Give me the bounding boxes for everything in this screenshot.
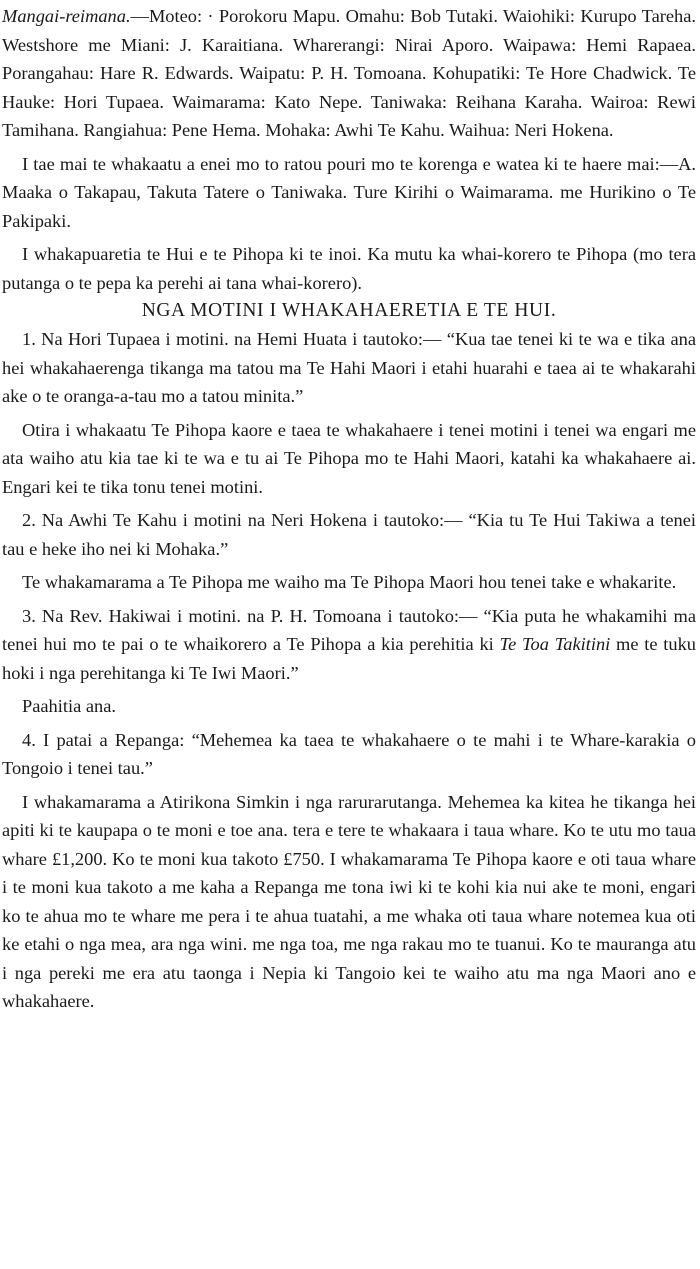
place-lead: Mangai-reimana.: [2, 6, 131, 26]
motion-3: [2, 602, 696, 688]
apologies-paragraph: I tae mai te whakaatu a enei mo to ratou pouri mo te korenga e watea ki te haere mai:—A. Maaka o Takapau, Takuta Tatere o Taniwaka. Ture Kirihi o Waimarama. me Hurikino o Te Pakipaki.: [2, 153, 696, 231]
motion-2: 2. Na Awhi Te Kahu i motini na Neri Hokena i tautoko:— “Kia tu Te Hui Takiwa a tenei tau e heke iho nei ki Mohaka.”: [2, 510, 696, 559]
attendance-paragraph: [2, 2, 696, 145]
motion-4-reply: I whakamarama a Atirikona Simkin i nga rarurarutanga. Mehemea ka kitea he tikanga hei apiti ki te kaupapa o te moni e toe ana. tera e tere te whakaara i taua whare. Ko te utu mo taua whare £1,200. Ko te moni kua takoto £750. I whakamarama Te Pihopa kaore e oti taua whare i te moni kua takoto a me kaha a Repanga me tona iwi ki te kohi kia nui ake te moni, engari ko te ahua mo te whare me pera i te ahua tuatahi, a me whaka oti taua whare notemea kua oti ke etahi o nga mea, ara nga wini. me nga toa, me nga rakau mo te tuanui. Ko te mauranga atu i nga pereki me era atu taonga i Nepia ki Tangoio kei te waiho atu ma nga Maori ano e whakahaere.: [2, 791, 696, 1011]
attendance-text: —Moteo: · Porokoru Mapu. Omahu: Bob Tutaki. Waiohiki: Kurupo Tareha. Westshore me Miani: J. Karaitiana. Wharerangi: Nirai Aporo. Waipawa: Hemi Rapaea. Porangahau: Hare R. Edwards. Waipatu: P. H. Tomoana. Kohupatiki: Te Hore Chadwick. Te Hauke: Hori Tupaea. Waimarama: Kato Nepe. Taniwaka: Reihana Karaha. Wairoa: Rewi Tamihana. Rangiahua: Pene Hema. Mohaka: Awhi Te Kahu. Waihua: Neri Hokena.: [2, 6, 696, 140]
section-heading: NGA MOTINI I WHAKAHAERETIA E TE HUI.: [141, 300, 557, 321]
motion-2-reply: Te whakamarama a Te Pihopa me waiho ma Te Pihopa Maori hou tenei take e whakarite.: [22, 572, 677, 592]
opening-paragraph: I whakapuaretia te Hui e te Pihopa ki te inoi. Ka mutu ka whai-korero te Pihopa (mo tera putanga o te pepa ka perehi ai tana whai-korero).: [2, 244, 696, 293]
motion-3-text-after: me te tuku hoki i nga perehitanga ki Te Iwi Maori.”: [2, 634, 696, 683]
motion-3-reply: Paahitia ana.: [22, 696, 116, 716]
motion-4: 4. I patai a Repanga: “Mehemea ka taea te whakahaere o te mahi i te Whare-karakia o Tongoio i tenei tau.”: [2, 729, 696, 778]
motion-3-text-before: 3. Na Rev. Hakiwai i motini. na P. H. Tomoana i tautoko:— “Kia puta he whakamihi ma tenei hui mo te pai o te whaikorero a Te Pihopa a kia perehitia ki: [2, 605, 696, 654]
motion-1-reply: Otira i whakaatu Te Pihopa kaore e taea te whakahaere i tenei motini i tenei wa engari me ata waiho atu kia tae ki te wa e tu ai Te Pihopa mo te Hahi Maori, katahi ka whakahaere ai. Engari kei te tika tonu tenei motini.: [2, 419, 696, 497]
publication-title: Te Toa Takitini: [499, 634, 611, 654]
motion-1: 1. Na Hori Tupaea i motini. na Hemi Huata i tautoko:— “Kua tae tenei ki te wa e tika ana hei whakahaerenga tikanga ma tatou ma Te Hahi Maori i etahi huarahi e taea ai te whakarahi ake o te oranga-a-tau mo a tatou minita.”: [2, 329, 696, 406]
